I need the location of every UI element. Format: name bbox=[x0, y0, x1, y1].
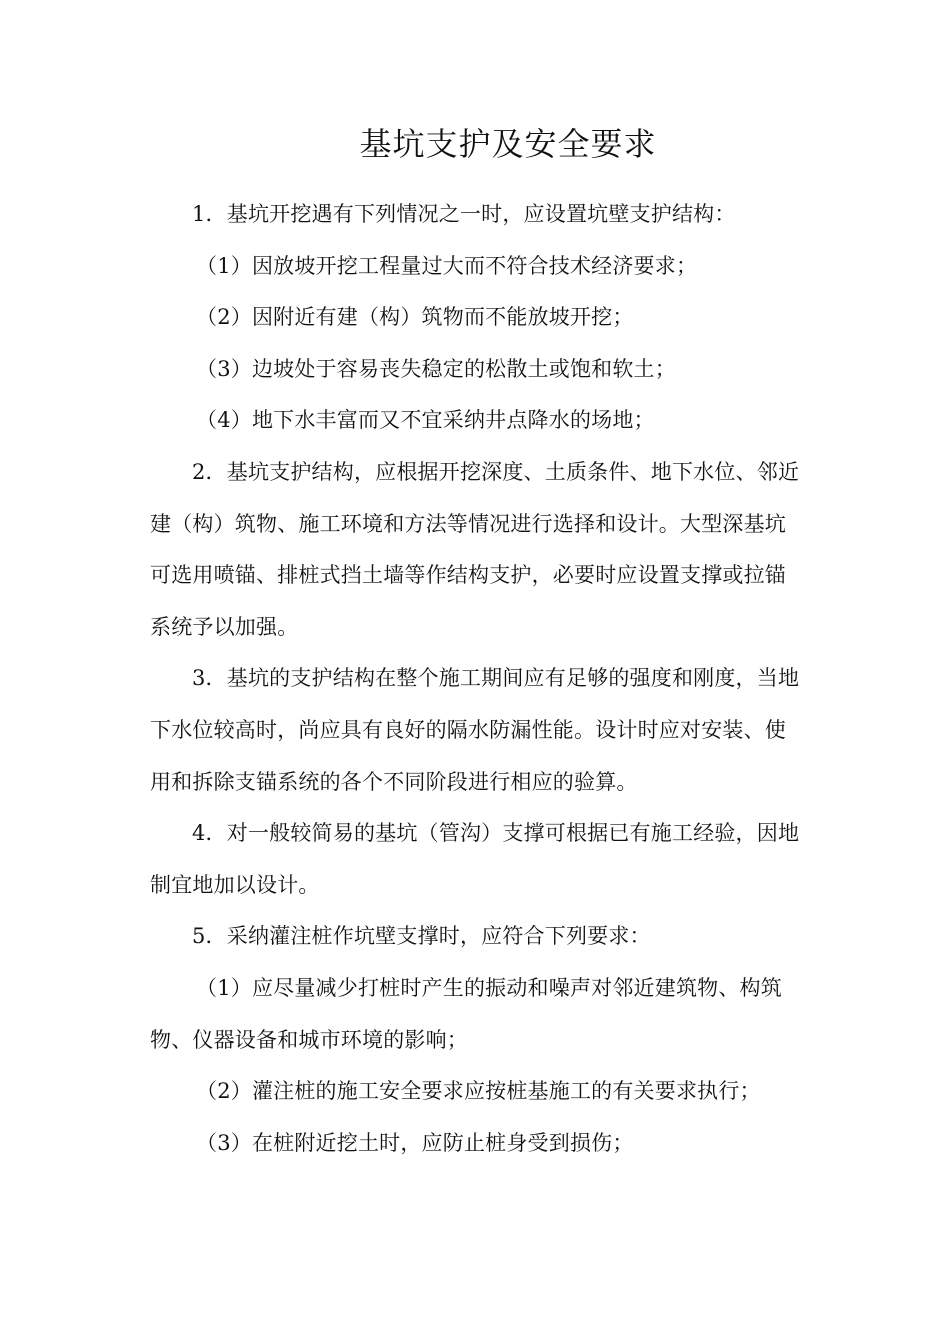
paragraph-5: 5．采纳灌注桩作坑壁支撑时，应符合下列要求： bbox=[192, 924, 651, 949]
document-body bbox=[150, 189, 800, 1169]
paragraph-2: 2．基坑支护结构，应根据开挖深度、土质条件、地下水位、邻近建（构）筑物、施工环境和方法等情况进行选择和设计。大型深基坑可选用喷锚、排桩式挡土墙等作结构支护，必要时应设置支撑或拉锚系统予以加强。 bbox=[150, 459, 800, 639]
paragraph-5-item-1: （1）应尽量减少打桩时产生的振动和噪声对邻近建筑物、构筑物、仪器设备和城市环境的影响； bbox=[150, 975, 782, 1052]
paragraph-1-item-4: （4）地下水丰富而又不宜采纳井点降水的场地； bbox=[196, 408, 655, 433]
paragraph-1: 1．基坑开挖遇有下列情况之一时，应设置坑壁支护结构： bbox=[192, 202, 736, 226]
paragraph-4: 4．对一般较简易的基坑（管沟）支撑可根据已有施工经验，因地制宜地加以设计。 bbox=[150, 821, 800, 897]
document-title: 基坑支护及安全要求 bbox=[359, 125, 657, 163]
paragraph-5-item-3: （3）在桩附近挖土时，应防止桩身受到损伤； bbox=[196, 1130, 634, 1155]
paragraph-1-item-3: （3）边坡处于容易丧失稳定的松散土或饱和软土； bbox=[196, 356, 676, 381]
paragraph-5-item-2: （2）灌注桩的施工安全要求应按桩基施工的有关要求执行； bbox=[196, 1079, 761, 1104]
paragraph-3: 3．基坑的支护结构在整个施工期间应有足够的强度和刚度，当地下水位较高时，尚应具有良好的隔水防漏性能。设计时应对安装、使用和拆除支锚系统的各个不同阶段进行相应的验算。 bbox=[150, 666, 800, 794]
paragraph-1-item-2: （2）因附近有建（构）筑物而不能放坡开挖； bbox=[196, 305, 634, 330]
paragraph-1-item-1: （1）因放坡开挖工程量过大而不符合技术经济要求； bbox=[196, 253, 698, 278]
